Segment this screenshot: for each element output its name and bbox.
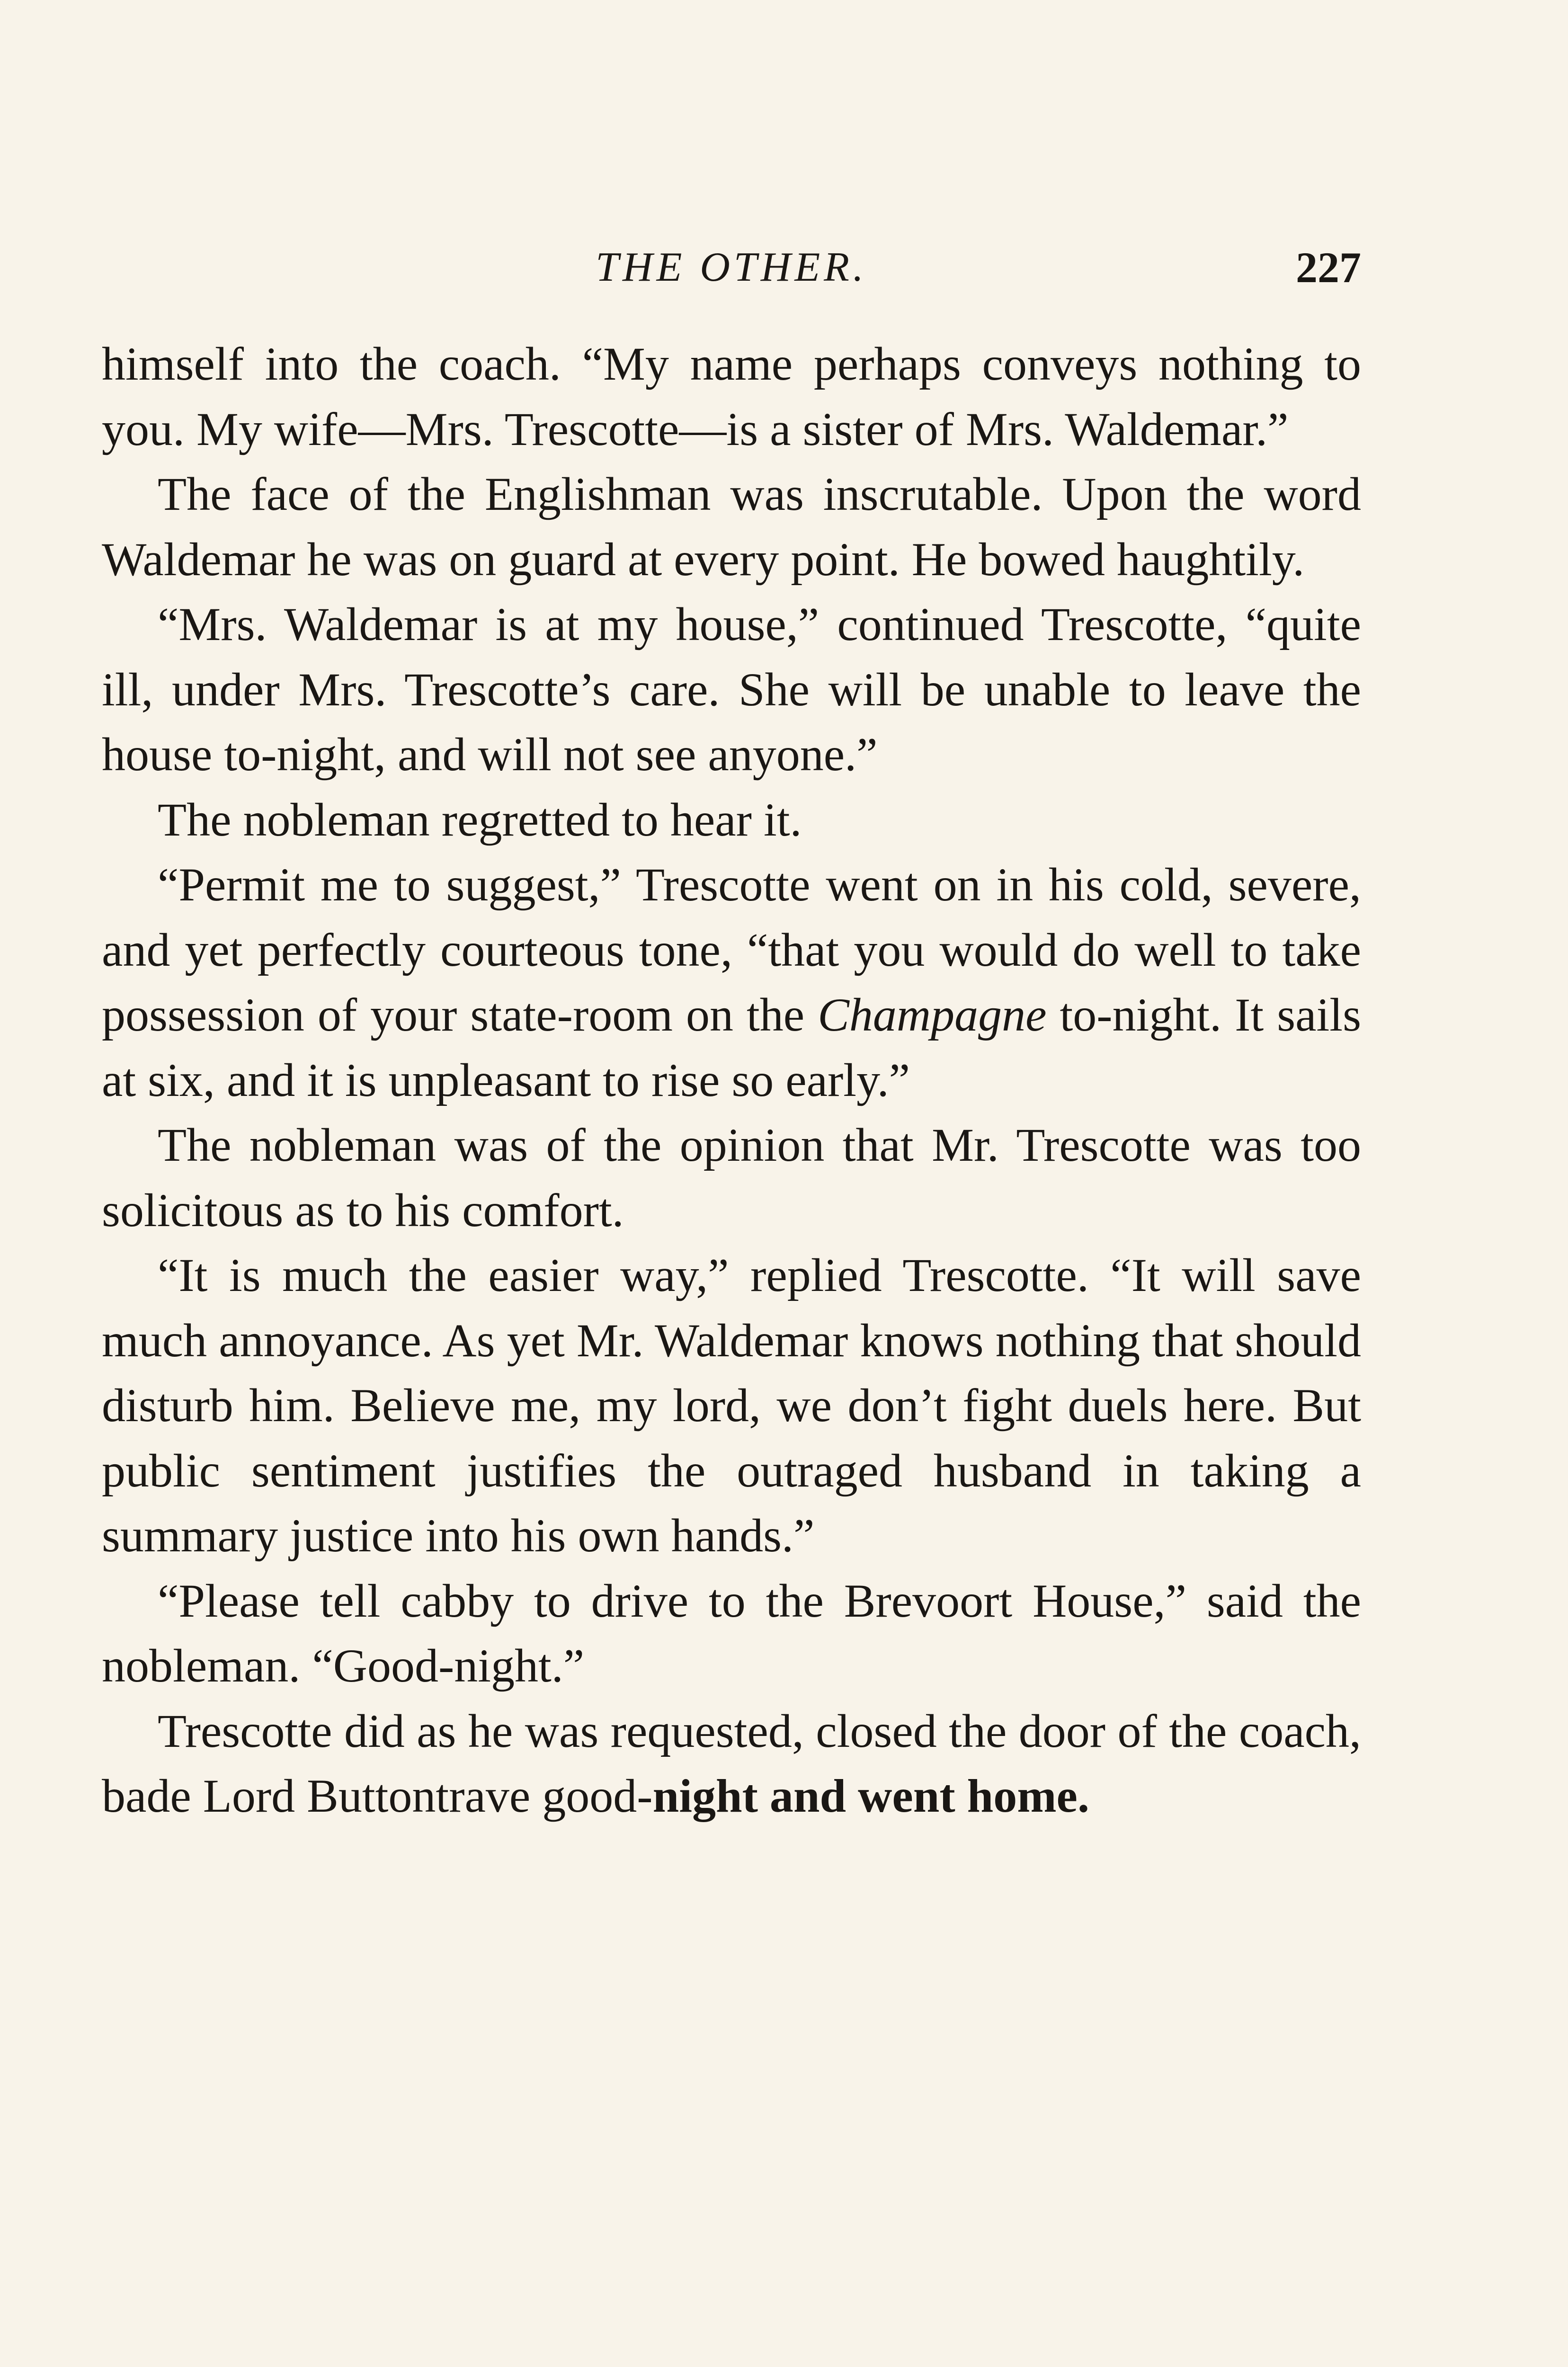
chapter-title: THE OTHER. [596,244,867,290]
paragraph-9-bold: night and went home. [652,1770,1089,1822]
paragraph-7: “It is much the easier way,” replied Trescotte. “It will save much annoyance. As yet Mr. Waldemar knows nothing that should disturb him. Believe me, my lord, we don’t fight duels here. But public sentiment justifies the outraged husband in taking a summary justice into his own hands.” [102,1249,1361,1562]
paragraph-5 [102,852,1361,1112]
page-number: 227 [1296,243,1361,292]
running-head [102,237,1361,298]
paragraph-2: The face of the Englishman was inscrutable. Upon the word Waldemar he was on guard at every point. He bowed haughtily. [102,468,1361,586]
paragraph-5-after: to-night. It sails at six, and it is unpleasant to rise so early.” [102,988,1361,1106]
body-text [102,331,1361,1829]
paragraph-4: The nobleman regretted to hear it. [158,793,802,846]
paragraph-6: The nobleman was of the opinion that Mr. Trescotte was too solicitous as to his comfort. [102,1119,1361,1237]
paragraph-5-before: “Permit me to suggest,” Trescotte went on in his cold, severe, and yet perfectly courteous tone, “that you would do well to take possession of your state-room on the [102,858,1361,1041]
paragraph-1: himself into the coach. “My name perhaps conveys nothing to you. My wife—Mrs. Trescotte—is a sister of Mrs. Waldemar.” [102,338,1361,455]
paragraph-9 [102,1699,1361,1829]
paragraph-9-before: Trescotte did as he was requested, closed the door of the coach, bade Lord Buttontrave good- [102,1704,1361,1822]
paragraph-3: “Mrs. Waldemar is at my house,” continued Trescotte, “quite ill, under Mrs. Trescotte’s care. She will be unable to leave the house to-night, and will not see anyone.” [102,598,1361,781]
paragraph-8: “Please tell cabby to drive to the Brevoort House,” said the nobleman. “Good-night.” [102,1574,1361,1692]
ship-name: Champagne [818,988,1047,1041]
